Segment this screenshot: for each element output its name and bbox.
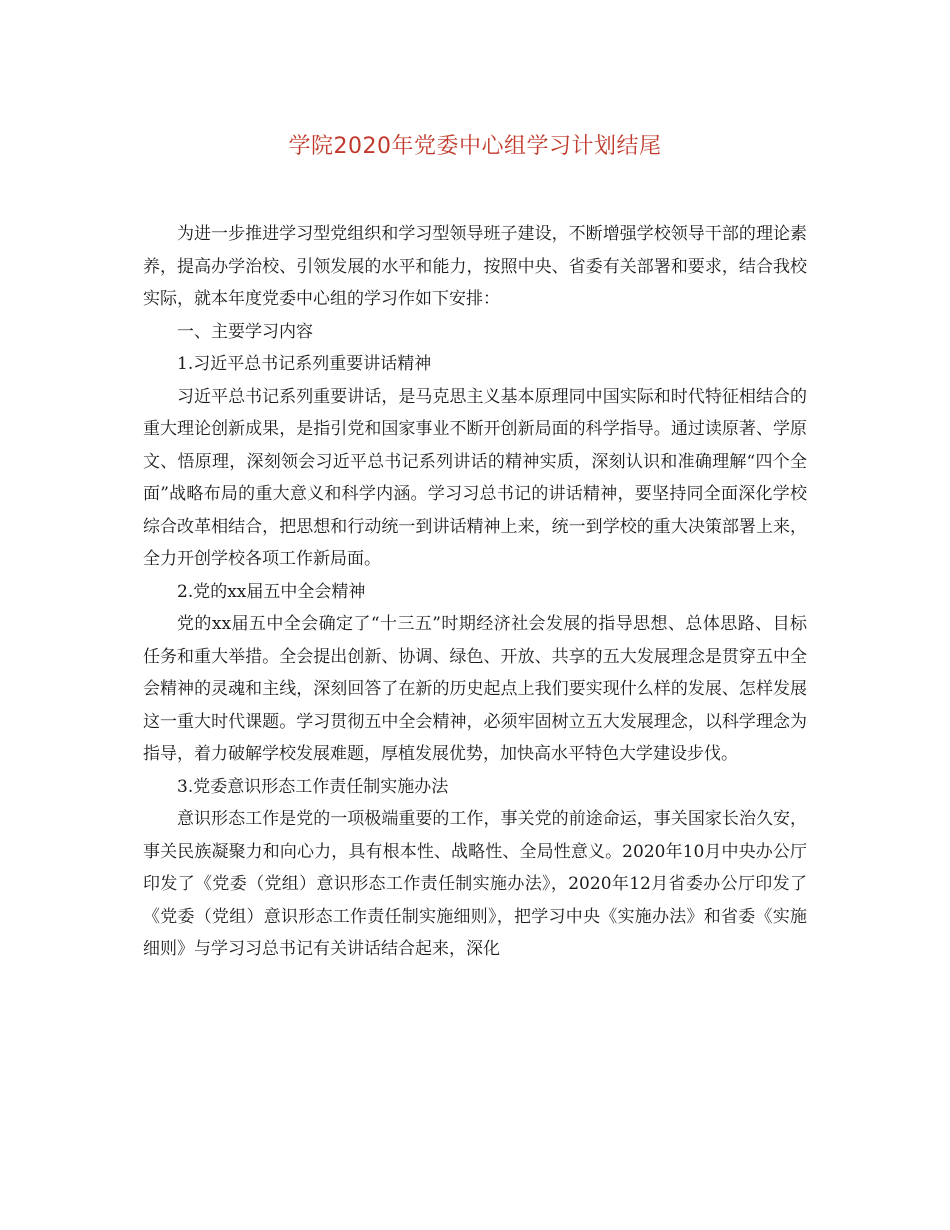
subsection-paragraph-2: 党的xx届五中全会确定了“十三五”时期经济社会发展的指导思想、总体思路、目标任务和重大举措。全会提出创新、协调、绿色、开放、共享的五大发展理念是贯穿五中全会精神的灵魂和主线，深刻回答了在新的历史起点上我们要实现什么样的发展、怎样发展这一重大时代课题。学习贯彻五中全会精神，必须牢固树立五大发展理念，以科学理念为指导，着力破解学校发展难题，厚植发展优势，加快高水平特色大学建设步伐。 xyxy=(143,614,807,764)
document-title: 学院2020年党委中心组学习计划结尾 xyxy=(288,134,662,159)
document-body xyxy=(143,218,807,966)
subsection-heading-3: 3.党委意识形态工作责任制实施办法 xyxy=(177,776,449,797)
subsection-heading-2: 2.党的xx届五中全会精神 xyxy=(177,581,366,602)
section-heading: 一、主要学习内容 xyxy=(177,321,313,342)
intro-paragraph: 为进一步推进学习型党组织和学习型领导班子建设，不断增强学校领导干部的理论素养，提高办学治校、引领发展的水平和能力，按照中央、省委有关部署和要求，结合我校实际，就本年度党委中心组的学习作如下安排： xyxy=(143,224,807,309)
subsection-heading-1: 1.习近平总书记系列重要讲话精神 xyxy=(177,354,432,374)
subsection-paragraph-3: 意识形态工作是党的一项极端重要的工作，事关党的前途命运，事关国家长治久安，事关民族凝聚力和向心力，具有根本性、战略性、全局性意义。2020年10月中央办公厅印发了《党委（党组）意识形态工作责任制实施办法》，2020年12月省委办公厅印发了《党委（党组）意识形态工作责任制实施细则》，把学习中央《实施办法》和省委《实施细则》与学习习总书记有关讲话结合起来，深化 xyxy=(143,809,807,959)
subsection-paragraph-1: 习近平总书记系列重要讲话，是马克思主义基本原理同中国实际和时代特征相结合的重大理论创新成果，是指引党和国家事业不断开创新局面的科学指导。通过读原著、学原文、悟原理，深刻领会习近平总书记系列讲话的精神实质，深刻认识和准确理解“四个全面”战略布局的重大意义和科学内涵。学习习总书记的讲话精神，要坚持同全面深化学校综合改革相结合，把思想和行动统一到讲话精神上来，统一到学校的重大决策部署上来，全力开创学校各项工作新局面。 xyxy=(143,386,807,569)
